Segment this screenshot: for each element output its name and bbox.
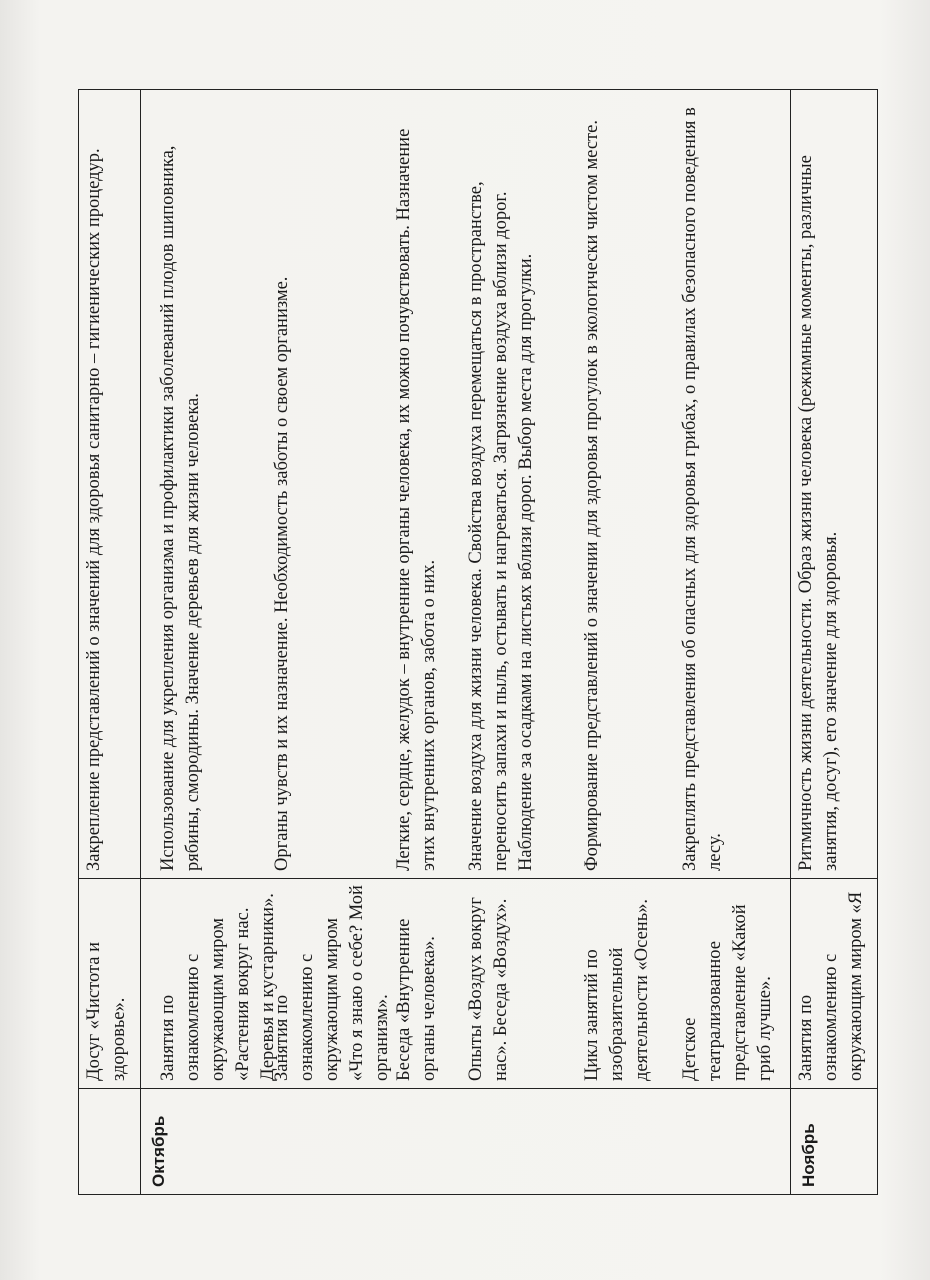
month-cell <box>140 1089 790 1195</box>
activity-text: Цикл занятий по изобразительной деятельности «Осень». <box>581 898 652 1081</box>
activity-text: Беседа «Внутренние органы человека». <box>393 918 439 1081</box>
content-text: Легкие, сердце, желудок – внутренние органы человека, их можно почувствовать. Назначение этих внутренних органов, забота о них. <box>393 128 439 871</box>
activity-text: Досуг «Чистота и здоровье». <box>84 941 129 1081</box>
activity-cell <box>140 879 790 1089</box>
content-text: Значение воздуха для жизни человека. Свойства воздуха перемещаться в пространстве, переносить запахи и пыль, остывать и нагреваться. Загрязнение воздуха вблизи дорог. Наблюдение за осадками на листьях вблизи дорог. Выбор места для прогулки. <box>465 181 536 871</box>
activity-text: Занятия по ознакомлению с окружающим миром «Растения вокруг нас. Деревья и кустарники». <box>157 893 278 1081</box>
content-text: Формирование представлений о значении для здоровья прогулок в экологически чистом месте. <box>581 120 602 871</box>
activity-text: Опыты «Воздух вокруг нас». Беседа «Воздух». <box>465 897 511 1081</box>
content-text: Закрепление представлений о значений для здоровья санитарно – гигиенических процедур. <box>84 148 104 871</box>
activity-text: Занятия по ознакомлению с окружающим миром «Я <box>795 891 866 1081</box>
table-row <box>79 90 141 1195</box>
month-label-november: Ноябрь <box>798 1123 818 1187</box>
rotated-table-wrapper <box>78 90 866 1195</box>
content-cell <box>790 90 877 879</box>
activity-cell <box>790 879 877 1089</box>
month-cell <box>790 1089 877 1195</box>
content-text: Закреплять представления об опасных для здоровья грибах, о правилах безопасного поведения в лесу. <box>679 107 725 871</box>
content-text: Органы чувств и их назначение. Необходимость заботы о своем организме. <box>271 276 292 871</box>
activity-text: Детское театрализованное представление «Какой гриб лучше». <box>679 904 775 1081</box>
content-text: Использование для укрепления организма и профилактики заболеваний плодов шиповника, рябины, смородины. Значение деревьев для жизни человека. <box>157 145 203 871</box>
table-row <box>790 90 877 1195</box>
activity-cell <box>79 879 141 1089</box>
content-cell <box>140 90 790 879</box>
activity-text: Занятия по ознакомлению с окружающим миром «Что я знаю о себе? Мой организм». <box>271 885 392 1081</box>
month-cell <box>79 1089 141 1195</box>
plan-table <box>78 89 878 1195</box>
content-text: Ритмичность жизни деятельности. Образ жизни человека (режимные моменты, различные занятия, досуг), его значение для здоровья. <box>795 155 841 871</box>
month-label-october: Октябрь <box>148 1115 168 1187</box>
content-cell <box>79 90 141 879</box>
table-row <box>140 90 790 1195</box>
